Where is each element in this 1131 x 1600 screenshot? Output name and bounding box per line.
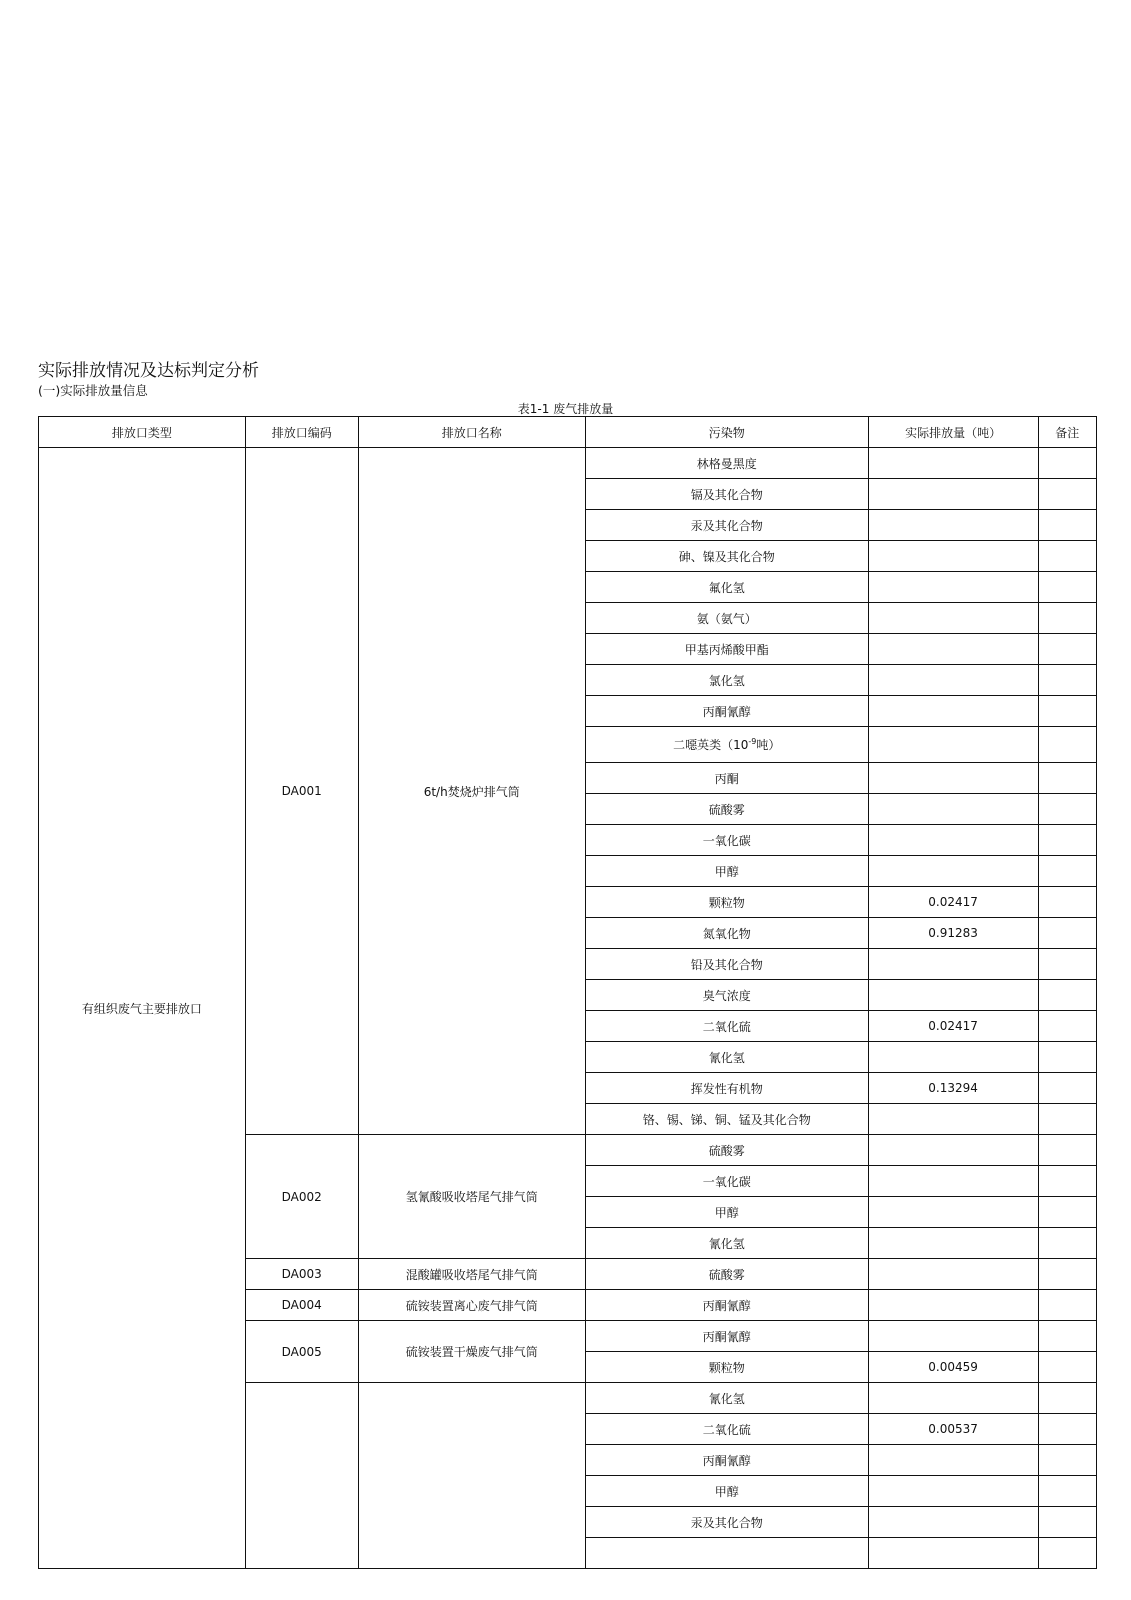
emission-amount-cell bbox=[868, 603, 1038, 634]
remarks-cell bbox=[1038, 980, 1096, 1011]
pollutant-name: 臭气浓度 bbox=[702, 988, 751, 1003]
remarks-cell bbox=[1038, 727, 1096, 763]
remarks-cell bbox=[1038, 887, 1096, 918]
page-cutoff bbox=[0, 1572, 1131, 1600]
pollutant-cell bbox=[585, 825, 868, 856]
pollutant-name: 甲醇 bbox=[714, 1484, 739, 1499]
remarks-cell bbox=[1038, 949, 1096, 980]
pollutant-cell bbox=[585, 1290, 868, 1321]
emission-amount-cell bbox=[868, 665, 1038, 696]
header-pollutant: 污染物 bbox=[585, 417, 868, 448]
remarks-cell bbox=[1038, 1476, 1096, 1507]
outlet-name-cell: 6t/h焚烧炉排气筒 bbox=[358, 448, 585, 1135]
unit-suffix: 吨） bbox=[756, 738, 781, 752]
outlet-name-cell: 混酸罐吸收塔尾气排气筒 bbox=[358, 1259, 585, 1290]
emission-amount-cell: 0.91283 bbox=[868, 918, 1038, 949]
header-remarks: 备注 bbox=[1038, 417, 1096, 448]
pollutant-name: 甲醇 bbox=[714, 864, 739, 879]
outlet-code-cell bbox=[245, 1383, 358, 1569]
pollutant-cell bbox=[585, 696, 868, 727]
section-subheading: (一)实际排放量信息 bbox=[38, 383, 148, 398]
pollutant-name: 颗粒物 bbox=[708, 895, 745, 910]
pollutant-cell bbox=[585, 1538, 868, 1569]
emission-amount-cell bbox=[868, 1476, 1038, 1507]
pollutant-cell bbox=[585, 763, 868, 794]
remarks-cell bbox=[1038, 1042, 1096, 1073]
header-outlet-type: 排放口类型 bbox=[39, 417, 246, 448]
pollutant-name: 颗粒物 bbox=[708, 1360, 745, 1375]
outlet-name-cell bbox=[358, 1383, 585, 1569]
pollutant-name: 一氧化碳 bbox=[702, 1174, 751, 1189]
pollutant-cell bbox=[585, 1445, 868, 1476]
pollutant-cell bbox=[585, 727, 868, 763]
remarks-cell bbox=[1038, 1073, 1096, 1104]
pollutant-name: 氮氧化物 bbox=[702, 926, 751, 941]
emission-amount-cell bbox=[868, 1042, 1038, 1073]
remarks-cell bbox=[1038, 1104, 1096, 1135]
emission-amount-cell bbox=[868, 541, 1038, 572]
pollutant-cell bbox=[585, 1197, 868, 1228]
pollutant-cell bbox=[585, 856, 868, 887]
pollutant-cell bbox=[585, 1135, 868, 1166]
emission-amount-cell bbox=[868, 1228, 1038, 1259]
pollutant-cell bbox=[585, 603, 868, 634]
pollutant-cell bbox=[585, 1166, 868, 1197]
page-heading: 实际排放情况及达标判定分析 bbox=[38, 361, 259, 381]
remarks-cell bbox=[1038, 634, 1096, 665]
pollutant-cell bbox=[585, 1228, 868, 1259]
emission-amount-cell bbox=[868, 794, 1038, 825]
emissions-table bbox=[38, 416, 1097, 1569]
remarks-cell bbox=[1038, 479, 1096, 510]
remarks-cell bbox=[1038, 1507, 1096, 1538]
pollutant-name: 丙酮氰醇 bbox=[702, 1329, 751, 1344]
pollutant-cell bbox=[585, 634, 868, 665]
pollutant-name: 林格曼黑度 bbox=[696, 456, 757, 471]
header-actual-emission: 实际排放量（吨） bbox=[868, 417, 1038, 448]
pollutant-cell bbox=[585, 1073, 868, 1104]
pollutant-cell bbox=[585, 794, 868, 825]
remarks-cell bbox=[1038, 1445, 1096, 1476]
remarks-cell bbox=[1038, 448, 1096, 479]
remarks-cell bbox=[1038, 665, 1096, 696]
exponent-superscript: -9 bbox=[748, 737, 757, 746]
outlet-type-cell: 有组织废气主要排放口 bbox=[39, 448, 246, 1569]
pollutant-name: 挥发性有机物 bbox=[690, 1081, 763, 1096]
emission-amount-cell bbox=[868, 634, 1038, 665]
emission-amount-cell bbox=[868, 1290, 1038, 1321]
remarks-cell bbox=[1038, 541, 1096, 572]
emission-amount-cell: 0.00537 bbox=[868, 1414, 1038, 1445]
outlet-code-cell: DA004 bbox=[245, 1290, 358, 1321]
pollutant-cell bbox=[585, 1414, 868, 1445]
emission-amount-cell bbox=[868, 727, 1038, 763]
pollutant-name: 汞及其化合物 bbox=[690, 1515, 763, 1530]
pollutant-cell bbox=[585, 448, 868, 479]
pollutant-name: 一氧化碳 bbox=[702, 833, 751, 848]
pollutant-cell bbox=[585, 510, 868, 541]
remarks-cell bbox=[1038, 1197, 1096, 1228]
pollutant-name: 甲醇 bbox=[714, 1205, 739, 1220]
emission-amount-cell bbox=[868, 1197, 1038, 1228]
pollutant-name: 二氧化硫 bbox=[702, 1019, 751, 1034]
pollutant-name: 甲基丙烯酸甲酯 bbox=[684, 642, 769, 657]
pollutant-name: 氨（氨气） bbox=[696, 611, 757, 626]
outlet-name-cell: 氢氰酸吸收塔尾气排气筒 bbox=[358, 1135, 585, 1259]
pollutant-name: 氯化氢 bbox=[708, 673, 745, 688]
remarks-cell bbox=[1038, 856, 1096, 887]
remarks-cell bbox=[1038, 1538, 1096, 1569]
outlet-name-cell: 硫铵装置离心废气排气筒 bbox=[358, 1290, 585, 1321]
pollutant-name: 氟化氢 bbox=[708, 580, 745, 595]
pollutant-cell bbox=[585, 1259, 868, 1290]
remarks-cell bbox=[1038, 1290, 1096, 1321]
emission-amount-cell bbox=[868, 1383, 1038, 1414]
pollutant-name: 铬、锡、锑、铜、锰及其化合物 bbox=[642, 1112, 811, 1127]
emission-amount-cell bbox=[868, 510, 1038, 541]
pollutant-cell bbox=[585, 1507, 868, 1538]
emission-amount-cell bbox=[868, 1104, 1038, 1135]
table-header-row bbox=[39, 417, 1097, 448]
emission-amount-cell bbox=[868, 448, 1038, 479]
emission-amount-cell bbox=[868, 1135, 1038, 1166]
remarks-cell bbox=[1038, 603, 1096, 634]
remarks-cell bbox=[1038, 1352, 1096, 1383]
pollutant-name: 氰化氢 bbox=[708, 1050, 745, 1065]
pollutant-cell bbox=[585, 1476, 868, 1507]
outlet-name-cell: 硫铵装置干燥废气排气筒 bbox=[358, 1321, 585, 1383]
emission-amount-cell bbox=[868, 479, 1038, 510]
remarks-cell bbox=[1038, 1414, 1096, 1445]
pollutant-name: 硫酸雾 bbox=[708, 1267, 745, 1282]
remarks-cell bbox=[1038, 1383, 1096, 1414]
table-caption: 表1-1 废气排放量 bbox=[517, 402, 614, 416]
remarks-cell bbox=[1038, 1321, 1096, 1352]
pollutant-name: 硫酸雾 bbox=[708, 1143, 745, 1158]
remarks-cell bbox=[1038, 763, 1096, 794]
emission-amount-cell bbox=[868, 572, 1038, 603]
remarks-cell bbox=[1038, 1011, 1096, 1042]
header-outlet-name: 排放口名称 bbox=[358, 417, 585, 448]
pollutant-cell bbox=[585, 918, 868, 949]
emission-amount-cell bbox=[868, 1321, 1038, 1352]
outlet-code-cell: DA005 bbox=[245, 1321, 358, 1383]
pollutant-name: 丙酮 bbox=[714, 771, 739, 786]
pollutant-cell bbox=[585, 1104, 868, 1135]
table-body bbox=[39, 448, 1097, 1569]
outlet-code-cell: DA002 bbox=[245, 1135, 358, 1259]
pollutant-name: 氰化氢 bbox=[708, 1236, 745, 1251]
pollutant-name: 硫酸雾 bbox=[708, 802, 745, 817]
emission-amount-cell bbox=[868, 763, 1038, 794]
pollutant-cell bbox=[585, 887, 868, 918]
remarks-cell bbox=[1038, 1259, 1096, 1290]
pollutant-cell bbox=[585, 665, 868, 696]
pollutant-name: 汞及其化合物 bbox=[690, 518, 763, 533]
pollutant-cell bbox=[585, 1321, 868, 1352]
emission-amount-cell bbox=[868, 1538, 1038, 1569]
emission-amount-cell bbox=[868, 1259, 1038, 1290]
remarks-cell bbox=[1038, 572, 1096, 603]
remarks-cell bbox=[1038, 794, 1096, 825]
emission-amount-cell: 0.02417 bbox=[868, 887, 1038, 918]
pollutant-cell bbox=[585, 479, 868, 510]
outlet-code-cell: DA003 bbox=[245, 1259, 358, 1290]
remarks-cell bbox=[1038, 825, 1096, 856]
pollutant-name: 丙酮氰醇 bbox=[702, 1453, 751, 1468]
pollutant-name: 二氧化硫 bbox=[702, 1422, 751, 1437]
pollutant-name: 镉及其化合物 bbox=[690, 487, 763, 502]
emission-amount-cell bbox=[868, 825, 1038, 856]
pollutant-cell bbox=[585, 1352, 868, 1383]
remarks-cell bbox=[1038, 510, 1096, 541]
emission-amount-cell bbox=[868, 856, 1038, 887]
emission-amount-cell bbox=[868, 980, 1038, 1011]
pollutant-cell bbox=[585, 1383, 868, 1414]
header-outlet-code: 排放口编码 bbox=[245, 417, 358, 448]
remarks-cell bbox=[1038, 1135, 1096, 1166]
pollutant-cell bbox=[585, 980, 868, 1011]
pollutant-cell bbox=[585, 572, 868, 603]
remarks-cell bbox=[1038, 918, 1096, 949]
pollutant-name: 丙酮氰醇 bbox=[702, 1298, 751, 1313]
remarks-cell bbox=[1038, 1166, 1096, 1197]
emission-amount-cell bbox=[868, 1507, 1038, 1538]
emission-amount-cell bbox=[868, 1166, 1038, 1197]
outlet-code-cell: DA001 bbox=[245, 448, 358, 1135]
pollutant-name: 砷、镍及其化合物 bbox=[678, 549, 775, 564]
pollutant-name: 丙酮氰醇 bbox=[702, 704, 751, 719]
emission-amount-cell bbox=[868, 949, 1038, 980]
emission-amount-cell: 0.00459 bbox=[868, 1352, 1038, 1383]
pollutant-name: 铅及其化合物 bbox=[690, 957, 763, 972]
pollutant-cell bbox=[585, 1011, 868, 1042]
table-row bbox=[39, 448, 1097, 479]
pollutant-name: 氰化氢 bbox=[708, 1391, 745, 1406]
emission-amount-cell bbox=[868, 1445, 1038, 1476]
pollutant-name: 二噁英类（10 bbox=[673, 738, 749, 752]
emission-amount-cell bbox=[868, 696, 1038, 727]
emission-amount-cell: 0.02417 bbox=[868, 1011, 1038, 1042]
pollutant-cell bbox=[585, 1042, 868, 1073]
remarks-cell bbox=[1038, 1228, 1096, 1259]
pollutant-cell bbox=[585, 541, 868, 572]
pollutant-cell bbox=[585, 949, 868, 980]
emission-amount-cell: 0.13294 bbox=[868, 1073, 1038, 1104]
remarks-cell bbox=[1038, 696, 1096, 727]
